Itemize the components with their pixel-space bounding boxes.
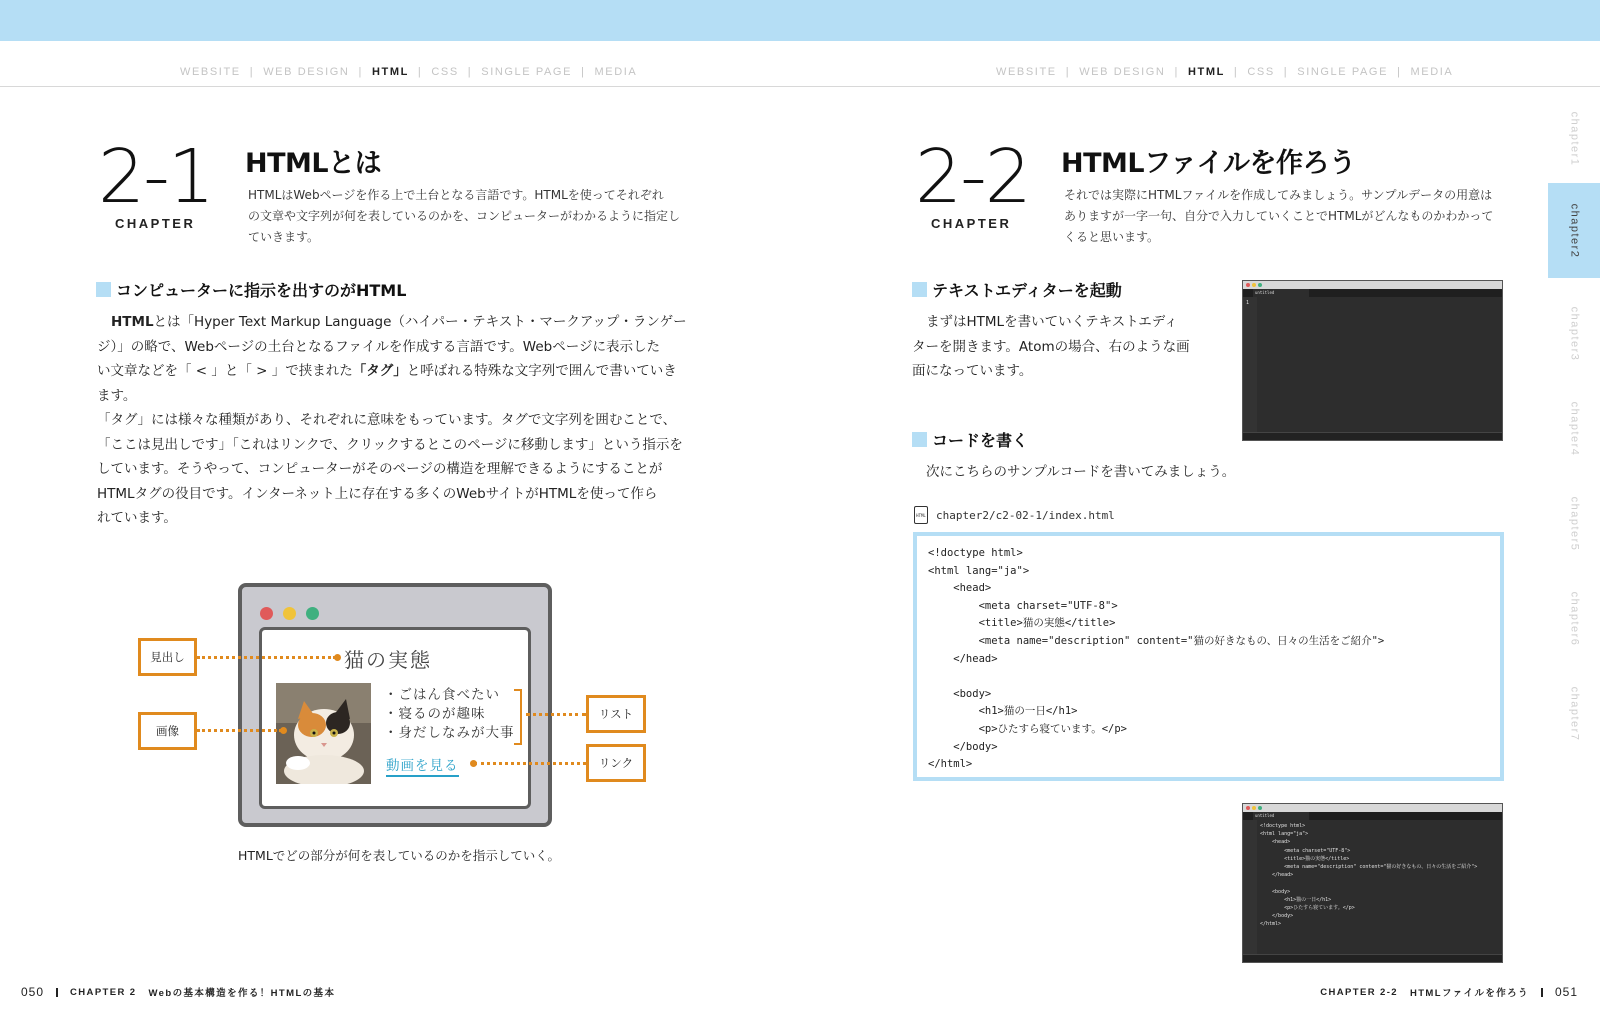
- heading-write-code: [912, 428, 1028, 451]
- footer-title-right: HTMLファイルを作ろう: [1409, 988, 1529, 999]
- nav-left-single-page: SINGLE PAGE: [481, 66, 573, 78]
- connector-link: [474, 762, 586, 765]
- side-tab-chapter6[interactable]: [1548, 580, 1600, 658]
- editor-tab: untitled: [1253, 812, 1309, 820]
- close-dot-icon: [1246, 806, 1250, 810]
- atom-editor-empty-screenshot: [1242, 280, 1503, 441]
- nav-left-media: MEDIA: [594, 66, 638, 78]
- nav-left-css: CSS: [431, 66, 459, 78]
- paragraph-text: い文章などを「 < 」と「 > 」で挟まれた: [97, 363, 353, 379]
- footer-divider: [1541, 988, 1543, 997]
- side-tab-label: chapter7: [1568, 686, 1580, 742]
- sample-list: [384, 686, 515, 743]
- side-tab-chapter3[interactable]: [1548, 295, 1600, 373]
- nav-left-html: HTML: [371, 66, 409, 78]
- side-tab-chapter5[interactable]: [1548, 485, 1600, 563]
- side-tab-chapter2[interactable]: [1548, 183, 1600, 278]
- chapter-label-right: CHAPTER: [931, 216, 1012, 231]
- editor-statusbar: [1243, 432, 1502, 440]
- editor-line-number: 1: [1246, 300, 1250, 306]
- nav-right: WEBSITE | WEB DESIGN | HTML | CSS | SINGLE PAGE | MEDIA: [996, 66, 1454, 78]
- editor-titlebar: [1243, 804, 1502, 812]
- figure-caption: HTMLでどの部分が何を表しているのかを指示していく。: [238, 848, 561, 863]
- paragraph-text: 「ここは見出しです」「これはリンクで、クリックするとこのページに移動します」という指示を: [97, 436, 683, 453]
- paragraph-strong: 「タグ」: [352, 363, 407, 379]
- heading-marker: [912, 432, 927, 447]
- minimize-dot-icon: [1252, 283, 1256, 287]
- close-dot-icon: [260, 607, 273, 620]
- heading-text: コンピューターに指示を出すのがHTML: [116, 281, 407, 300]
- page-number-left: 050: [21, 985, 45, 999]
- nav-right-html: HTML: [1187, 66, 1225, 78]
- lead-text-right: [1064, 185, 1493, 248]
- nav-left-web-design: WEB DESIGN: [263, 66, 350, 78]
- chapter-label-left: CHAPTER: [115, 216, 196, 231]
- paragraph-2: [97, 408, 692, 531]
- paragraph-text: ターを開きます。Atomの場合、右のような画: [912, 338, 1190, 355]
- connector-image: [197, 729, 282, 732]
- paragraph-text: とは「Hyper Text Markup Language（ハイパー・テキスト・マークアップ・ランゲー: [153, 314, 687, 330]
- lead-line: ていきます。: [248, 230, 320, 244]
- heading-text: テキストエディターを起動: [932, 281, 1122, 300]
- side-tab-chapter7[interactable]: [1548, 675, 1600, 753]
- nav-right-media: MEDIA: [1410, 66, 1454, 78]
- side-tab-chapter4[interactable]: [1548, 390, 1600, 468]
- paragraph-text: ジ）」の略で、Webページの土台となるファイルを作成する言語です。Webページに表示した: [97, 338, 660, 355]
- editor-code-preview: <!doctype html> <html lang="ja"> <head> <meta charset="UTF-8"> <title>猫の実態</title> <meta name="description" content="猫の好きなもの、日々の生活をご紹介"> </head> <body> <h1>猫の一日</h1> <p>ひたすら寝ています。</p> </body> </html>: [1260, 823, 1478, 928]
- heading-html-instructions: [96, 278, 406, 301]
- file-path-text: chapter2/c2-02-1/index.html: [936, 508, 1115, 522]
- footer-right: [1320, 985, 1578, 999]
- label-image-box: 画像: [138, 712, 197, 750]
- side-tab-label: chapter3: [1568, 306, 1580, 362]
- paragraph-text: 面になっています。: [912, 363, 1033, 379]
- editor-gutter: [1243, 297, 1257, 432]
- browser-screen: [259, 627, 531, 809]
- minimize-dot-icon: [283, 607, 296, 620]
- section-number-right: 2-2: [915, 134, 1030, 220]
- editor-gutter: [1243, 820, 1257, 954]
- sample-video-link[interactable]: 動画を見る: [386, 754, 459, 777]
- nav-right-css: CSS: [1247, 66, 1275, 78]
- lead-line: の文章や文字列が何を表しているのかを、コンピューターがわかるように指定し: [248, 209, 681, 223]
- sample-list-item: ・ごはん食べたい: [384, 687, 500, 703]
- connector-image-end: [280, 727, 287, 734]
- cat-photo-image: [276, 683, 371, 784]
- sample-list-item: ・寝るのが趣味: [384, 706, 486, 722]
- side-tab-label: chapter5: [1568, 496, 1580, 552]
- minimize-dot-icon: [1252, 806, 1256, 810]
- footer-title-left: Webの基本構造を作る！HTMLの基本: [148, 988, 336, 999]
- file-icon-label: HTML: [916, 512, 926, 518]
- footer-chapter-right: CHAPTER 2-2: [1320, 986, 1398, 998]
- section-title-left: HTMLとは: [245, 148, 382, 179]
- side-tab-label: chapter1: [1568, 111, 1580, 167]
- heading-launch-editor: [912, 278, 1122, 301]
- nav-divider: [0, 86, 1600, 87]
- editor-statusbar: [1243, 954, 1502, 962]
- atom-editor-code-screenshot: [1242, 803, 1503, 963]
- editor-tabbar: [1243, 289, 1502, 297]
- html-file-icon: [914, 506, 928, 524]
- nav-right-website: WEBSITE: [996, 66, 1057, 78]
- paragraph-1: [97, 310, 692, 408]
- connector-heading: [197, 656, 336, 659]
- side-tab-chapter1[interactable]: [1548, 100, 1600, 178]
- footer-left: [21, 985, 335, 999]
- paragraph-text: 「タグ」には様々な種類があり、それぞれに意味をもっています。タグで文字列を囲むことで、: [97, 412, 677, 428]
- browser-window-illustration: [238, 583, 552, 827]
- body-paragraphs-left: [97, 310, 692, 531]
- heading-marker: [96, 282, 111, 297]
- lead-line: それでは実際にHTMLファイルを作成してみましょう。サンプルデータの用意は: [1064, 188, 1493, 202]
- paragraph-text: ます。: [97, 387, 137, 404]
- maximize-dot-icon: [1258, 283, 1262, 287]
- sample-code: <!doctype html> <html lang="ja"> <head> <meta charset="UTF-8"> <title>猫の実態</title> <meta name="description" content="猫の好きなもの、日々の生活をご紹介"> </head> <body> <h1>猫の一日</h1> <p>ひたすら寝ています。</p> </body> </html>: [928, 547, 1385, 771]
- connector-heading-end: [334, 654, 341, 661]
- nav-right-web-design: WEB DESIGN: [1079, 66, 1166, 78]
- footer-divider: [56, 988, 58, 997]
- label-link-box: リンク: [586, 744, 646, 782]
- paragraph-text: HTMLタグの役目です。インターネット上に存在する多くのWebサイトがHTMLを使って作ら: [97, 485, 658, 502]
- list-bracket: [514, 689, 522, 745]
- sample-file-path: [914, 506, 1115, 524]
- paragraph-text: しています。そうやって、コンピューターがそのページの構造を理解できるようにすることが: [97, 461, 663, 477]
- side-tab-label: chapter4: [1568, 401, 1580, 457]
- sample-page-title: 猫の実態: [344, 648, 432, 672]
- connector-link-end: [470, 760, 477, 767]
- code-intro-text: 次にこちらのサンプルコードを書いてみましょう。: [926, 464, 1236, 480]
- nav-right-single-page: SINGLE PAGE: [1297, 66, 1389, 78]
- paragraph-text: と呼ばれる特殊な文字列で囲んで書いていき: [406, 363, 677, 379]
- editor-tabbar: [1243, 812, 1502, 820]
- close-dot-icon: [1246, 283, 1250, 287]
- side-tab-label: chapter2: [1568, 203, 1580, 258]
- maximize-dot-icon: [1258, 806, 1262, 810]
- top-color-band: [0, 0, 1600, 41]
- heading-marker: [912, 282, 927, 297]
- lead-line: HTMLはWebページを作る上で土台となる言語です。HTMLを使ってそれぞれ: [248, 188, 664, 202]
- side-tab-label: chapter6: [1568, 591, 1580, 647]
- lead-line: ありますが一字一句、自分で入力していくことでHTMLがどんなものかわかって: [1064, 209, 1494, 223]
- paragraph-strong: HTML: [111, 314, 154, 330]
- label-list-box: リスト: [586, 695, 646, 733]
- heading-text: コードを書く: [932, 431, 1029, 450]
- paragraph-text: まずはHTMLを書いていくテキストエディ: [926, 314, 1178, 330]
- label-heading-box: 見出し: [138, 638, 197, 676]
- editor-titlebar: [1243, 281, 1502, 289]
- section-number-left: 2-1: [98, 134, 213, 220]
- footer-chapter-left: CHAPTER 2: [70, 986, 137, 998]
- page-number-right: 051: [1554, 985, 1578, 999]
- nav-left: WEBSITE | WEB DESIGN | HTML | CSS | SINGLE PAGE | MEDIA: [180, 66, 638, 78]
- maximize-dot-icon: [306, 607, 319, 620]
- lead-line: くると思います。: [1064, 230, 1160, 244]
- connector-list: [526, 713, 586, 716]
- nav-left-website: WEBSITE: [180, 66, 241, 78]
- section-title-right: HTMLファイルを作ろう: [1061, 148, 1356, 179]
- sample-code-block: [913, 532, 1504, 781]
- lead-text-left: [248, 185, 680, 248]
- paragraph-text: れています。: [97, 510, 177, 526]
- editor-intro-text: [912, 310, 1212, 384]
- editor-tab: untitled: [1253, 289, 1309, 297]
- sample-list-item: ・身だしなみが大事: [384, 725, 515, 741]
